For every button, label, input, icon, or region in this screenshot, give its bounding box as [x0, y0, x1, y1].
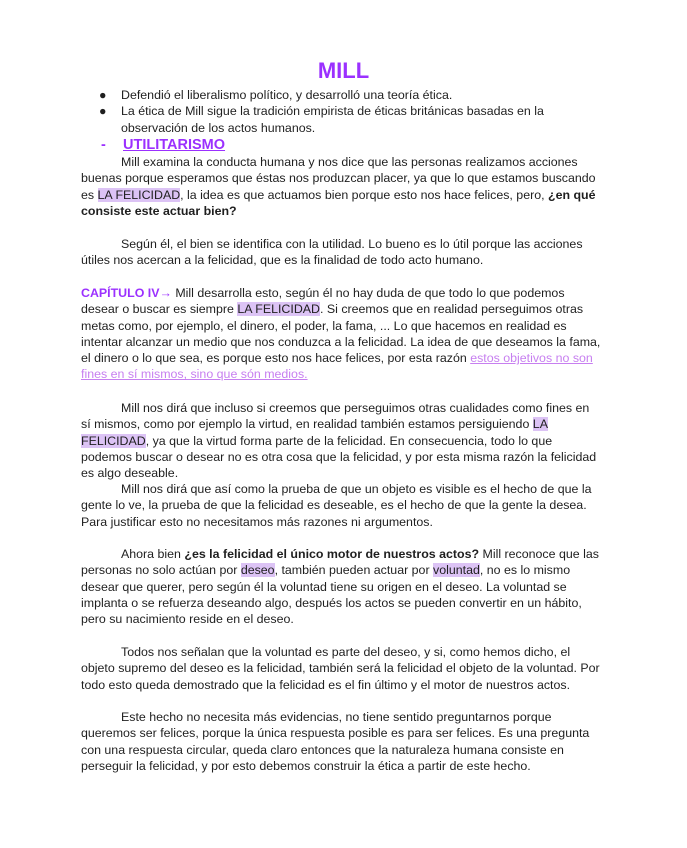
- paragraph-3: [81, 285, 601, 383]
- p6-text-d: , no es lo mismo desear que querer, pero según él la voluntad tiene su origen en el deseo. La voluntad se implanta o se refuerza deseando algo, después los actos se pueden convertir en un hábito, pero su nacimiento reside en el deseo.: [81, 563, 582, 627]
- p4-text-b: , ya que la virtud forma parte de la felicidad. En consecuencia, todo lo que podemos buscar o desear no es otra cosa que la felicidad, y por esta misma razón la felicidad es algo deseable.: [81, 433, 597, 481]
- paragraph-6: [81, 546, 601, 627]
- p5-text: Mill nos dirá que así como la prueba de que un objeto es visible es el hecho de que la gente lo ve, la prueba de que la felicidad es deseable, es el hecho de que la gente la desea. Para justificar esto no necesitamos más razones ni argumentos.: [81, 482, 592, 529]
- p6-text-c: , también pueden actuar por: [274, 563, 434, 578]
- paragraph-7: [81, 644, 601, 693]
- p3-text-a: Mill desarrolla esto, según él no hay duda de que todo lo que podemos desear o buscar es siempre: [81, 286, 565, 317]
- bullet-text: Defendió el liberalismo político, y desarrolló una teoría ética.: [121, 88, 453, 102]
- section-heading: [101, 137, 225, 154]
- chapter-label: CAPÍTULO IV: [81, 286, 160, 300]
- p7-text: Todos nos señalan que la voluntad es parte del deseo, y si, como hemos dicho, el objeto supremo del deseo es la felicidad, también será la felicidad el objeto de la voluntad. Por todo esto queda demostrado que la felicidad es el fin último y el motor de nuestros actos.: [81, 645, 600, 692]
- p8-text: Este hecho no necesita más evidencias, no tiene sentido preguntarnos porque queremos ser felices, porque la única respuesta posible es para ser felices. Es una pregunta con una respuesta circular, queda claro entonces que la naturaleza humana consiste en perseguir la felicidad, y por esto debemos construir la ética a partir de este hecho.: [81, 710, 590, 773]
- bullet-icon: ●: [99, 88, 107, 102]
- p1-text-a: Mill examina la conducta humana y nos dice que las personas realizamos acciones buenas porque esperamos que éstas nos produzcan placer, ya que lo que estamos buscando es: [81, 155, 596, 202]
- p1-bold-question: ¿en qué consiste este actuar bien?: [81, 187, 596, 218]
- p1-text-b: , la idea es que actuamos bien porque esto nos hace felices, pero,: [180, 187, 548, 202]
- p3-highlight: LA FELICIDAD: [237, 302, 320, 317]
- paragraph-8: [81, 709, 601, 774]
- p6-highlight-deseo: deseo: [240, 563, 275, 578]
- section-dash: -: [101, 137, 106, 153]
- bullet-text: La ética de Mill sigue la tradición empirista de éticas británicas basadas en la observación de los actos humanos.: [121, 104, 544, 135]
- paragraph-2: [81, 236, 601, 269]
- p3-link[interactable]: estos objetivos no son fines en sí mismos, sino que són medios.: [81, 351, 593, 382]
- p6-text-b: Mill reconoce que las personas no solo actúan por: [81, 547, 599, 578]
- paragraph-5: [81, 481, 601, 530]
- arrow-icon: →: [159, 286, 172, 300]
- p6-highlight-voluntad: voluntad: [433, 563, 480, 578]
- page-title: MILL: [317, 58, 370, 83]
- bullet-list: [81, 87, 551, 136]
- bullet-item: [81, 103, 551, 136]
- paragraph-1: [81, 154, 601, 219]
- p2-text: Según él, el bien se identifica con la utilidad. Lo bueno es lo útil porque las acciones útiles nos acercan a la felicidad, que es la finalidad de todo acto humano.: [81, 237, 583, 268]
- p3-text-b: . Si creemos que en realidad perseguimos otras metas como, por ejemplo, el dinero, el poder, la fama, ... Lo que hacemos en realidad es intentar alcanzar un medio que nos conduzca a la felicidad. La idea de que deseamos la fama, el dinero o lo que sea, es porque esto nos hace felices, por esta razón: [81, 302, 601, 366]
- bullet-icon: ●: [99, 104, 107, 119]
- p6-text-a: Ahora bien: [121, 547, 185, 561]
- p4-text-a: Mill nos dirá que incluso si creemos que perseguimos otras cualidades como fines en sí mismos, como por ejemplo la virtud, en realidad también estamos persiguiendo: [81, 401, 590, 432]
- bullet-item: [81, 87, 551, 103]
- p4-highlight: LA FELICIDAD: [81, 417, 548, 448]
- p6-bold-question: ¿es la felicidad el único motor de nuestros actos?: [184, 547, 480, 561]
- p1-highlight: LA FELICIDAD: [97, 187, 181, 202]
- section-label: UTILITARISMO: [123, 137, 226, 153]
- paragraph-4: [81, 400, 601, 481]
